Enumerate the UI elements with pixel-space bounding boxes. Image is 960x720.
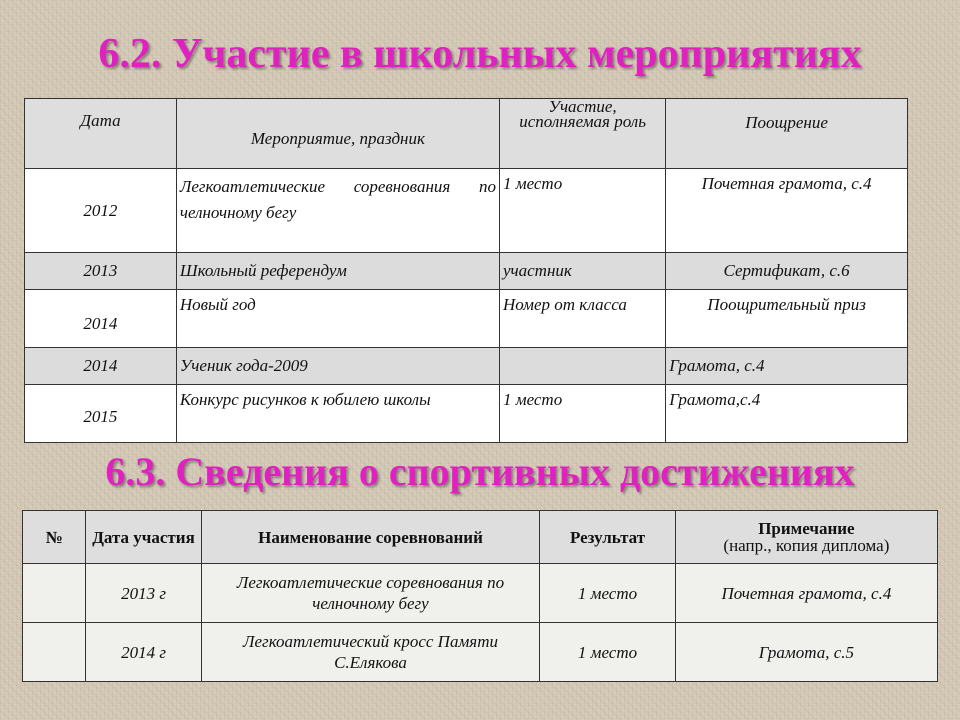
sports-achievements-table: [22, 510, 938, 682]
table-row: [25, 348, 908, 385]
cell-date: 2012: [25, 169, 177, 253]
header-role: Участие, исполняемая роль: [499, 99, 665, 169]
table-row: [25, 169, 908, 253]
cell-number: [23, 623, 86, 682]
cell-result: 1 место: [540, 564, 676, 623]
section-title-school-events: 6.2. Участие в школьных мероприятиях: [98, 31, 862, 77]
cell-number: [23, 564, 86, 623]
cell-date: 2014: [25, 290, 177, 348]
header-event: Мероприятие, праздник: [176, 99, 499, 169]
header-note-title: Примечание: [758, 519, 855, 538]
cell-event: Новый год: [176, 290, 499, 348]
header-date: Дата участия: [86, 511, 202, 564]
table-row: [23, 623, 938, 682]
cell-competition-name: Легкоатлетические соревнования по челночному бегу: [201, 564, 539, 623]
header-award: Поощрение: [666, 99, 908, 169]
cell-award: Поощрительный приз: [666, 290, 908, 348]
header-note: [675, 511, 937, 564]
cell-date: 2013 г: [86, 564, 202, 623]
section-title-sports-achievements: 6.3. Сведения о спортивных достижениях: [105, 449, 855, 494]
table-row: [25, 253, 908, 290]
cell-note: Почетная грамота, с.4: [675, 564, 937, 623]
cell-event: Легкоатлетические соревнования по челночному бегу: [176, 169, 499, 253]
cell-role: Номер от класса: [499, 290, 665, 348]
cell-date: 2014: [25, 348, 177, 385]
cell-event: Школьный референдум: [176, 253, 499, 290]
table-row: [25, 290, 908, 348]
cell-award: Сертификат, с.6: [666, 253, 908, 290]
cell-note: Грамота, с.5: [675, 623, 937, 682]
cell-competition-name: Легкоатлетический кросс Памяти С.Елякова: [201, 623, 539, 682]
cell-date: 2013: [25, 253, 177, 290]
table-row: [25, 385, 908, 443]
cell-role: 1 место: [499, 169, 665, 253]
cell-role: участник: [499, 253, 665, 290]
cell-role: 1 место: [499, 385, 665, 443]
table-row: [23, 564, 938, 623]
cell-date: 2014 г: [86, 623, 202, 682]
cell-event: Ученик года-2009: [176, 348, 499, 385]
cell-award: Грамота,с.4: [666, 385, 908, 443]
cell-role: [499, 348, 665, 385]
table-header-row: [25, 99, 908, 169]
cell-event: Конкурс рисунков к юбилею школы: [176, 385, 499, 443]
cell-award: Грамота, с.4: [666, 348, 908, 385]
header-date: Дата: [25, 99, 177, 169]
cell-award: Почетная грамота, с.4: [666, 169, 908, 253]
table-header-row: [23, 511, 938, 564]
cell-date: 2015: [25, 385, 177, 443]
header-result: Результат: [540, 511, 676, 564]
cell-result: 1 место: [540, 623, 676, 682]
header-note-subtitle: (напр., копия диплома): [723, 536, 890, 555]
header-number: №: [23, 511, 86, 564]
header-competition-name: Наименование соревнований: [201, 511, 539, 564]
school-events-table: [24, 98, 908, 443]
